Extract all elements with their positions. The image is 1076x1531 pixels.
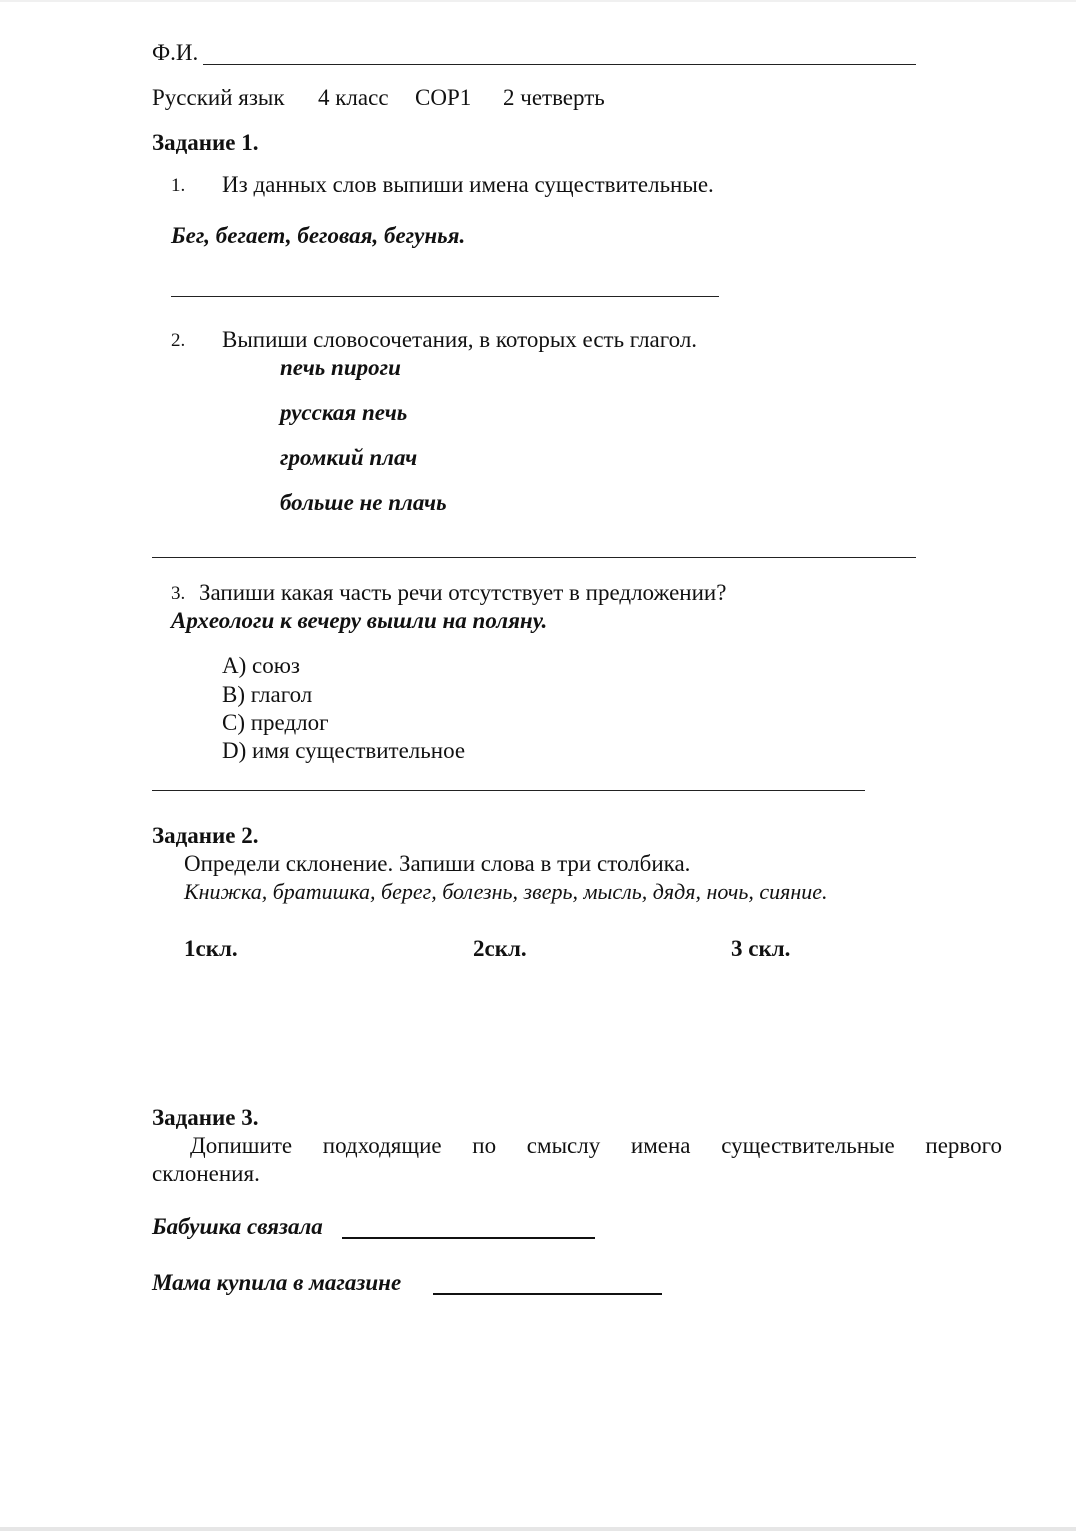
q2-phrase: русская печь	[280, 400, 408, 425]
task3-answer-line-2[interactable]	[433, 1293, 662, 1295]
q1-answer-line[interactable]	[171, 296, 719, 297]
assessment-label: СОР1	[415, 85, 472, 110]
q3-option-c[interactable]: C) предлог	[222, 710, 329, 735]
q1-number: 1.	[171, 175, 186, 196]
q3-sentence: Археологи к вечеру вышли на поляну.	[171, 608, 548, 633]
column-header-3: 3 скл.	[731, 936, 791, 961]
q2-phrase: больше не плачь	[280, 490, 447, 515]
subject-label: Русский язык	[152, 85, 285, 110]
task3-instruction-line1: Допишите подходящие по смыслу имена существительные первого	[190, 1133, 1002, 1158]
task2-words: Книжка, братишка, берег, болезнь, зверь, мысль, дядя, ночь, сияние.	[184, 879, 828, 904]
q2-answer-line[interactable]	[152, 557, 916, 558]
task2-instruction: Определи склонение. Запиши слова в три столбика.	[184, 851, 691, 876]
task3-answer-line-1[interactable]	[342, 1237, 595, 1239]
page-bottom-edge	[0, 1527, 1076, 1531]
page-top-edge	[0, 0, 1076, 2]
fio-answer-line[interactable]	[203, 64, 916, 65]
q3-option-d[interactable]: D) имя существительное	[222, 738, 466, 763]
q2-phrase: печь пироги	[280, 355, 401, 380]
q3-text: Запиши какая часть речи отсутствует в предложении?	[199, 580, 727, 605]
task3-sentence-1: Бабушка связала	[152, 1214, 323, 1239]
q2-text: Выпиши словосочетания, в которых есть глагол.	[222, 327, 698, 352]
task1-title: Задание 1.	[152, 130, 259, 155]
q3-answer-line[interactable]	[152, 790, 865, 791]
fio-label: Ф.И.	[152, 40, 199, 65]
q1-text: Из данных слов выпиши имена существительные.	[222, 172, 714, 197]
quarter-label: 2 четверть	[503, 85, 605, 110]
q3-option-a[interactable]: A) союз	[222, 653, 300, 678]
task3-sentence-2: Мама купила в магазине	[152, 1270, 402, 1295]
task2-title: Задание 2.	[152, 823, 259, 848]
grade-label: 4 класс	[318, 85, 389, 110]
q2-number: 2.	[171, 330, 186, 351]
column-header-2: 2скл.	[473, 936, 527, 961]
task3-title: Задание 3.	[152, 1105, 259, 1130]
task3-instruction-line2: склонения.	[152, 1161, 260, 1186]
q3-option-b[interactable]: B) глагол	[222, 682, 313, 707]
q1-words: Бег, бегает, беговая, бегунья.	[171, 223, 466, 248]
q3-number: 3.	[171, 583, 186, 604]
column-header-1: 1скл.	[184, 936, 238, 961]
q2-phrase: громкий плач	[280, 445, 418, 470]
